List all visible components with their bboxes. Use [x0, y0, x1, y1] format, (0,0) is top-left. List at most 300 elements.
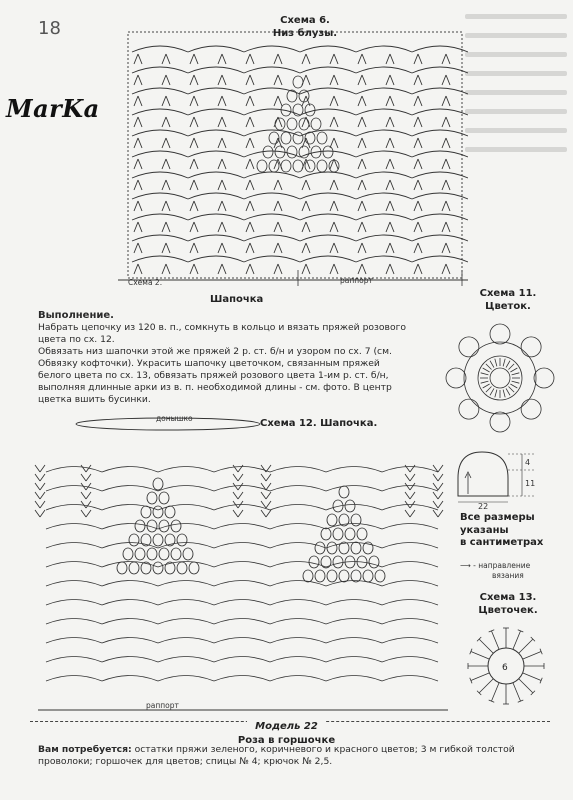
stitch-mark	[218, 159, 222, 169]
chain-arc	[412, 256, 468, 262]
chain-arc	[214, 467, 270, 473]
scheme13-title-block	[468, 591, 548, 617]
cluster-stitch	[305, 132, 315, 144]
chain-arc	[270, 600, 326, 606]
spoke	[479, 679, 493, 693]
cluster-stitch	[303, 570, 313, 582]
chain-arc	[300, 46, 356, 52]
stitch-mark	[306, 222, 310, 232]
stitch-mark	[446, 138, 450, 148]
stitch-mark	[162, 159, 166, 169]
stitch-mark	[358, 138, 362, 148]
stitch-mark	[266, 510, 271, 517]
stitch-mark	[166, 96, 170, 106]
watermark-signature: MarKa	[6, 94, 100, 123]
stitch-mark	[246, 222, 250, 232]
spoke	[519, 679, 533, 693]
cluster-stitch	[329, 160, 339, 172]
stitch-mark	[358, 243, 362, 253]
stitch-mark	[386, 54, 390, 64]
stitch-mark	[138, 54, 142, 64]
cluster-stitch	[281, 132, 291, 144]
stitch-mark	[134, 138, 138, 148]
stitch-mark	[138, 159, 142, 169]
chain-arc	[214, 524, 270, 530]
hat-heading: Шапочка	[210, 294, 264, 305]
stitch-mark	[390, 54, 394, 64]
stitch-mark	[162, 54, 166, 64]
stitch-mark	[194, 54, 198, 64]
stitch-mark	[138, 201, 142, 211]
stitch-mark	[362, 138, 366, 148]
chain-arc	[158, 619, 214, 625]
scheme11-subtitle: Цветок.	[485, 301, 531, 312]
knitting-direction-legend	[460, 561, 565, 581]
stitch-mark	[418, 138, 422, 148]
chain-arc	[412, 214, 468, 220]
stitch-mark	[250, 159, 254, 169]
cluster-stitch	[311, 118, 321, 130]
chain-arc	[158, 581, 214, 587]
chain-arc	[46, 676, 102, 682]
stitch-mark	[238, 483, 243, 490]
cluster-stitch	[315, 570, 325, 582]
stitch-mark	[250, 180, 254, 190]
stitch-mark	[218, 138, 222, 148]
stitch-mark	[166, 243, 170, 253]
stitch-mark	[410, 510, 415, 517]
stitch-mark	[190, 96, 194, 106]
stitch-mark	[410, 483, 415, 490]
chain-arc	[46, 505, 102, 511]
stitch-mark	[278, 54, 282, 64]
stitch-mark	[218, 96, 222, 106]
chain-arc	[300, 193, 356, 199]
cluster-stitch	[293, 160, 303, 172]
stitch-mark	[330, 117, 334, 127]
stitch-mark	[222, 138, 226, 148]
stitch-mark	[481, 381, 489, 383]
stitch-mark	[442, 138, 446, 148]
stitch-mark	[442, 180, 446, 190]
stitch-mark	[246, 159, 250, 169]
stitch-mark	[483, 368, 490, 372]
scheme12-diagram	[28, 412, 458, 717]
stitch-mark	[134, 117, 138, 127]
page-number: 18	[38, 18, 61, 39]
stitch-mark	[222, 117, 226, 127]
chain-arc	[270, 619, 326, 625]
cluster-stitch	[275, 118, 285, 130]
stitch-mark	[442, 96, 446, 106]
cluster-stitch	[165, 506, 175, 518]
stitch-mark	[418, 54, 422, 64]
stitch-mark	[134, 159, 138, 169]
stitch-mark	[194, 264, 198, 274]
stitch-mark	[486, 364, 492, 370]
chain-arc	[46, 619, 102, 625]
model22-subtitle: Роза в горшочке	[237, 735, 336, 746]
stitch-mark	[358, 159, 362, 169]
stitch-mark	[162, 222, 166, 232]
spoke	[479, 639, 493, 653]
stitch-mark	[35, 510, 40, 517]
chain-arc	[188, 109, 244, 115]
cluster-stitch	[317, 160, 327, 172]
chain-arc	[270, 467, 326, 473]
stitch-mark	[418, 222, 422, 232]
stitch-mark	[250, 117, 254, 127]
stitch-mark	[194, 180, 198, 190]
cluster-stitch	[159, 492, 169, 504]
stitch-mark	[162, 75, 166, 85]
stitch-mark	[405, 474, 410, 481]
stitch-mark	[503, 359, 505, 367]
stitch-mark	[512, 373, 520, 375]
chain-arc	[244, 46, 300, 52]
cluster-stitch	[123, 548, 133, 560]
stitch-mark	[418, 243, 422, 253]
chain-arc	[412, 46, 468, 52]
stitch-mark	[446, 75, 450, 85]
hat-line-2: цвета по сх. 12.	[38, 334, 115, 345]
chain-arc	[244, 256, 300, 262]
stitch-mark	[386, 138, 390, 148]
stitch-mark	[510, 368, 517, 372]
cluster-stitch	[339, 486, 349, 498]
stitch-mark	[302, 264, 306, 274]
stitch-mark	[302, 222, 306, 232]
stitch-mark	[418, 75, 422, 85]
cluster-stitch	[165, 562, 175, 574]
stitch-mark	[433, 492, 438, 499]
chain-arc	[382, 524, 438, 530]
stitch-mark	[138, 180, 142, 190]
stitch-mark	[410, 474, 415, 481]
cluster-stitch	[299, 118, 309, 130]
chain-arc	[188, 130, 244, 136]
stitch-mark	[238, 474, 243, 481]
stitch-mark	[418, 180, 422, 190]
cluster-stitch	[305, 160, 315, 172]
stitch-mark	[438, 492, 443, 499]
stitch-mark	[414, 75, 418, 85]
chain-arc	[132, 256, 188, 262]
chain-arc	[356, 88, 412, 94]
stitch-mark	[246, 180, 250, 190]
stitch-mark	[386, 117, 390, 127]
chain-arc	[300, 235, 356, 241]
stitch-mark	[278, 75, 282, 85]
stitch-mark	[418, 264, 422, 274]
chain-arc	[132, 88, 188, 94]
model22-header	[0, 714, 573, 746]
stitch-mark	[138, 264, 142, 274]
chain-arc	[382, 638, 438, 644]
chain-arc	[300, 256, 356, 262]
cluster-stitch	[345, 500, 355, 512]
chain-arc	[356, 172, 412, 178]
stitch-mark	[190, 159, 194, 169]
cluster-stitch	[135, 520, 145, 532]
chain-arc	[412, 88, 468, 94]
cluster-stitch	[263, 146, 273, 158]
stitch-mark	[433, 483, 438, 490]
stitch-mark	[250, 54, 254, 64]
chain-arc	[356, 151, 412, 157]
stitch-mark	[250, 243, 254, 253]
stitch-mark	[490, 388, 494, 395]
stitch-mark	[362, 75, 366, 85]
stitch-mark	[414, 54, 418, 64]
cluster-stitch	[153, 534, 163, 546]
cluster-stitch	[327, 542, 337, 554]
chain-arc	[102, 524, 158, 530]
stitch-mark	[506, 361, 510, 368]
stitch-mark	[414, 138, 418, 148]
stitch-mark	[266, 465, 271, 472]
stitch-mark	[35, 474, 40, 481]
chain-arc	[382, 505, 438, 511]
stitch-mark	[233, 492, 238, 499]
chain-arc	[102, 467, 158, 473]
chain-arc	[214, 543, 270, 549]
cluster-stitch	[369, 556, 379, 568]
chain-arc	[188, 172, 244, 178]
stitch-mark	[162, 138, 166, 148]
hat-line-7: цветка вшить бусинки.	[38, 394, 151, 405]
hat-line-4: Обвязку кофточки). Украсить шапочку цветочком, связанным пряжей	[38, 358, 380, 369]
stitch-mark	[306, 243, 310, 253]
scheme13-title: Схема 13.	[479, 592, 537, 603]
chain-arc	[244, 109, 300, 115]
stitch-mark	[194, 75, 198, 85]
chain-arc	[46, 543, 102, 549]
spoke	[513, 683, 521, 701]
chain-arc	[412, 193, 468, 199]
chain-arc	[326, 600, 382, 606]
stitch-mark	[405, 492, 410, 499]
cluster-stitch	[153, 478, 163, 490]
stitch-mark	[166, 54, 170, 64]
stitch-mark	[486, 386, 492, 392]
hat-pattern-diagram	[452, 448, 542, 510]
stitch-mark	[446, 222, 450, 232]
scheme6-left-label: Схема 2.	[128, 278, 163, 287]
cluster-stitch	[327, 570, 337, 582]
stitch-mark	[134, 96, 138, 106]
stitch-mark	[194, 117, 198, 127]
stitch-mark	[358, 117, 362, 127]
stitch-mark	[390, 117, 394, 127]
chain-arc	[132, 172, 188, 178]
chain-arc	[326, 543, 382, 549]
stitch-mark	[166, 75, 170, 85]
chain-arc	[46, 638, 102, 644]
stitch-mark	[166, 201, 170, 211]
stitch-mark	[414, 201, 418, 211]
stitch-mark	[490, 361, 494, 368]
stitch-mark	[362, 264, 366, 274]
spoke	[523, 673, 541, 681]
cluster-stitch	[339, 570, 349, 582]
stitch-mark	[266, 483, 271, 490]
chain-arc	[300, 109, 356, 115]
stitch-mark	[362, 243, 366, 253]
stitch-mark	[495, 359, 497, 367]
stitch-mark	[194, 159, 198, 169]
stitch-mark	[166, 264, 170, 274]
stitch-mark	[390, 201, 394, 211]
stitch-mark	[362, 117, 366, 127]
stitch-mark	[35, 483, 40, 490]
stitch-mark	[302, 54, 306, 64]
scheme6-title: Схема 6.	[280, 15, 330, 26]
cluster-stitch	[189, 562, 199, 574]
ring	[464, 342, 536, 414]
stitch-mark	[40, 465, 45, 472]
ring	[490, 368, 510, 388]
stitch-mark	[433, 474, 438, 481]
stitch-mark	[166, 222, 170, 232]
sizes-note-line1: Все размеры	[460, 512, 535, 523]
stitch-mark	[418, 96, 422, 106]
stitch-mark	[330, 180, 334, 190]
stitch-mark	[162, 243, 166, 253]
chain-arc	[158, 676, 214, 682]
chain-arc	[102, 619, 158, 625]
spoke	[471, 673, 489, 681]
stitch-mark	[233, 474, 238, 481]
cluster-stitch	[269, 160, 279, 172]
stitch-mark	[483, 384, 490, 388]
chain-arc	[158, 486, 214, 492]
stitch-mark	[40, 483, 45, 490]
chain-arc	[244, 130, 300, 136]
stitch-mark	[166, 138, 170, 148]
chain-arc	[188, 46, 244, 52]
cluster-stitch	[159, 548, 169, 560]
chain-arc	[214, 619, 270, 625]
stitch-mark	[446, 243, 450, 253]
stitch-mark	[386, 75, 390, 85]
scheme6-subtitle: Низ блузы.	[272, 28, 338, 39]
petal-arc	[490, 324, 510, 344]
cluster-stitch	[287, 146, 297, 158]
stitch-mark	[134, 243, 138, 253]
chain-arc	[412, 172, 468, 178]
stitch-mark	[138, 243, 142, 253]
stitch-mark	[334, 96, 338, 106]
stitch-mark	[362, 159, 366, 169]
chain-arc	[412, 109, 468, 115]
cluster-stitch	[183, 548, 193, 560]
stitch-mark	[390, 222, 394, 232]
stitch-mark	[274, 201, 278, 211]
stitch-mark	[442, 54, 446, 64]
stitch-mark	[306, 75, 310, 85]
stitch-mark	[222, 264, 226, 274]
stitch-mark	[218, 264, 222, 274]
chain-arc	[270, 505, 326, 511]
chain-arc	[270, 676, 326, 682]
chain-arc	[46, 524, 102, 530]
scheme12-rapport-label: раппорт	[146, 701, 179, 710]
stitch-mark	[190, 117, 194, 127]
stitch-mark	[334, 201, 338, 211]
scheme6-rapport-label: раппорт	[340, 276, 373, 285]
stitch-mark	[358, 222, 362, 232]
stitch-mark	[442, 201, 446, 211]
stitch-mark	[218, 222, 222, 232]
chain-arc	[214, 638, 270, 644]
chain-arc	[46, 581, 102, 587]
cluster-stitch	[129, 562, 139, 574]
cluster-stitch	[315, 542, 325, 554]
chain-arc	[46, 657, 102, 663]
cluster-stitch	[345, 528, 355, 540]
spoke	[519, 639, 533, 653]
stitch-mark	[250, 264, 254, 274]
stitch-mark	[246, 201, 250, 211]
cluster-stitch	[333, 528, 343, 540]
stitch-mark	[222, 159, 226, 169]
stitch-mark	[266, 492, 271, 499]
stitch-mark	[138, 96, 142, 106]
chain-arc	[102, 600, 158, 606]
stitch-mark	[40, 510, 45, 517]
stitch-mark	[274, 96, 278, 106]
stitch-mark	[330, 96, 334, 106]
stitch-mark	[405, 510, 410, 517]
pattern-dim-top: 4	[525, 458, 531, 467]
stitch-mark	[334, 54, 338, 64]
cluster-stitch	[299, 146, 309, 158]
chain-arc	[300, 67, 356, 73]
chain-arc	[356, 256, 412, 262]
stitch-mark	[250, 96, 254, 106]
chain-arc	[356, 214, 412, 220]
stitch-mark	[442, 222, 446, 232]
sizes-note	[460, 512, 560, 550]
chain-arc	[382, 562, 438, 568]
stitch-mark	[274, 264, 278, 274]
arrow-right-icon: ⟶	[460, 561, 471, 570]
chain-arc	[102, 638, 158, 644]
needs-label: Вам потребуется:	[38, 744, 132, 755]
stitch-mark	[194, 138, 198, 148]
stitch-mark	[162, 117, 166, 127]
stitch-mark	[414, 222, 418, 232]
stitch-mark	[278, 264, 282, 274]
petal-arc	[446, 368, 466, 388]
stitch-mark	[506, 388, 510, 395]
stitch-mark	[218, 243, 222, 253]
petal-arc	[534, 368, 554, 388]
chain-arc	[270, 486, 326, 492]
stitch-mark	[414, 180, 418, 190]
cluster-stitch	[351, 542, 361, 554]
cluster-stitch	[321, 528, 331, 540]
stitch-mark	[390, 159, 394, 169]
cluster-stitch	[333, 556, 343, 568]
stitch-mark	[233, 465, 238, 472]
stitch-mark	[138, 222, 142, 232]
stitch-mark	[362, 54, 366, 64]
stitch-mark	[162, 201, 166, 211]
stitch-mark	[40, 501, 45, 508]
stitch-mark	[433, 510, 438, 517]
